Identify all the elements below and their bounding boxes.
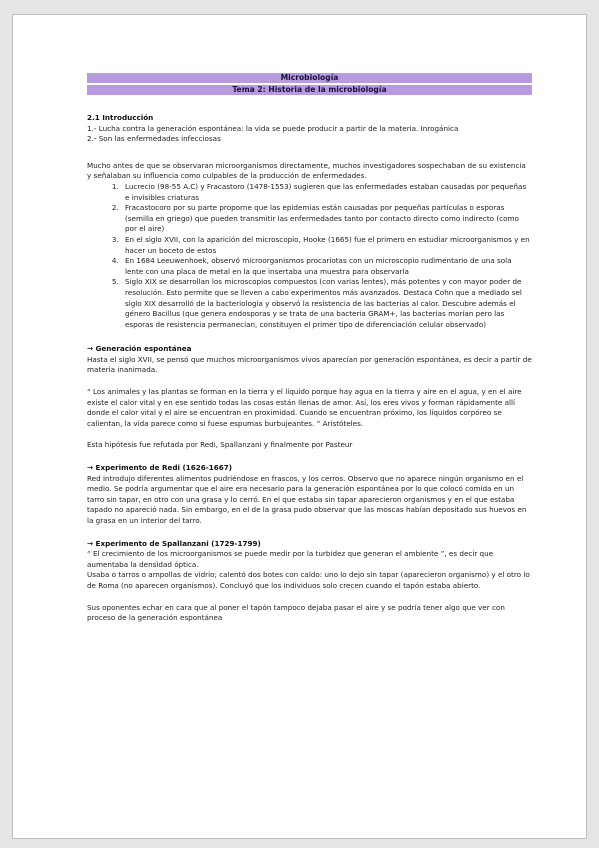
- redi-paragraph: Red introdujo diferentes alimentos pudriéndose en frascos, y los cerros. Observo que no aparece ningún organismo en el medio. Se podría argumentar que el aire era necesario para la generación espontánea por lo que colocó comida en un tarro sin tapar, en otro con una grasa y lo cerró. En el que estaba sin tapar aparecieron organismos y en el que estaba tapado no apareció nada. Sin embargo, en el de la grasa pudo observar que las moscas habían depositado sus huevos en la grasa en un interior del tarro.: [87, 473, 527, 525]
- list-item: 3. En el siglo XVII, con la aparición del microscopio, Hooke (1665) fue el primero en estudiar microorganismos y en hacer un boceto de estos: [121, 235, 532, 256]
- list-item: 1. Lucrecio (98-55 A.C) y Fracastoro (1478-1553) sugieren que las enfermedades estaban causadas por pequeñas e invisibles criaturas: [121, 182, 532, 203]
- spallanzani-paragraph-2: Usaba o tarros o ampollas de vidrio; calentó dos botes con caldo: uno lo dejo sin tapar (aparecieron organismo) y el otro lo de Roma (no aparecen organismos). Concluyó que los individuos solo crecen cuando el tapón estaba abierto.: [87, 570, 530, 590]
- spallanzani-heading: → Experimento de Spallanzani (1729-1799): [87, 539, 532, 550]
- list-item: 2. Fracastocoro por su parte proporne que las epidemias están causadas por pequeñas partículas o esporas (semilla en griego) que pueden transmitir las enfermedades tanto por contacto directo como indirecto (como por el aire): [121, 203, 532, 235]
- document-page: [12, 14, 587, 839]
- document-content: [87, 73, 532, 624]
- generation-paragraph: Hasta el siglo XVII, se pensó que muchos microorganismos vivos aparecían por generación espontánea, es decir a partir de materia inanimada.: [87, 354, 532, 375]
- list-item: 5. Siglo XIX se desarrollan los microscopios compuestos (con varias lentes), más potentes y con mayor poder de resolución. Esto permite que se lleven a cabo experimentos más avanzados. Destaca Cohn que a mediado sel siglo XIX desarrolló de la bacteriología y observó la resistencia de las bacterias al calor. Descubre además el género Bacillus (que genera endosporas y se trata de una bacteria GRAM+, las bacterias morían pero las esporas de resistencia permanecían, constituyen el primer tipo de diferenciación celular observado): [121, 277, 532, 330]
- intro-paragraph: Mucho antes de que se observaran microorganismos directamente, muchos investigadores sospechaban de su existencia y señalaban su influencia como culpables de la producción de enfermedades.: [87, 160, 526, 181]
- section-heading: 2.1 Introducción: [87, 113, 154, 122]
- intro-line-1: 1.- Lucha contra la generación espontánea: la vida se puede producir a partir de la materia. Inrogánica: [87, 123, 459, 133]
- refutation-paragraph: Esta hipótesis fue refutada por Redi, Spallanzani y finalmente por Pasteur: [87, 440, 353, 450]
- intro-line-2: 2.- Son las enfermedades infecciosas: [87, 134, 221, 144]
- list-item: 4. En 1684 Leeuwenhoek, observó microorganismos procariotas con un microscopio rudimentario de una sola lente con una placa de metal en la que insertaba una muestra para observarla: [121, 256, 532, 277]
- aristotle-quote: “ Los animales y las plantas se forman en la tierra y el líquido porque hay agua en la tierra y aire en el agua, y en el aire existe el calor vital y en ese sentido todas las cosas están llenas de amor. Así, los eres vivos y forman rápidamente allí donde el calor vital y el aire se encuentran en proximidad. Cuando se encuentran próximo, los líquidos corpóreo se calientan, la vida parece como si fuese espumas burbujeantes. ” Aristóteles.: [87, 387, 522, 428]
- document-subtitle: Tema 2: Historia de la microbiología: [87, 85, 532, 95]
- spallanzani-paragraph-1: “ El crecimiento de los microorganismos se puede medir por la turbidez que generan el ambiente ”, es decir que aumentaba la densidad óptica.: [87, 549, 494, 569]
- history-list: [87, 182, 532, 330]
- spallanzani-paragraph-3: Sus oponentes echar en cara que al poner el tapón tampoco dejaba pasar el aire y se podría tener algo que ver con proceso de la generación espontánea: [87, 602, 505, 623]
- generation-heading: → Generación espontánea: [87, 344, 532, 355]
- redi-heading: → Experimento de Redi (1626-1667): [87, 463, 532, 474]
- document-title: Microbiología: [87, 73, 532, 83]
